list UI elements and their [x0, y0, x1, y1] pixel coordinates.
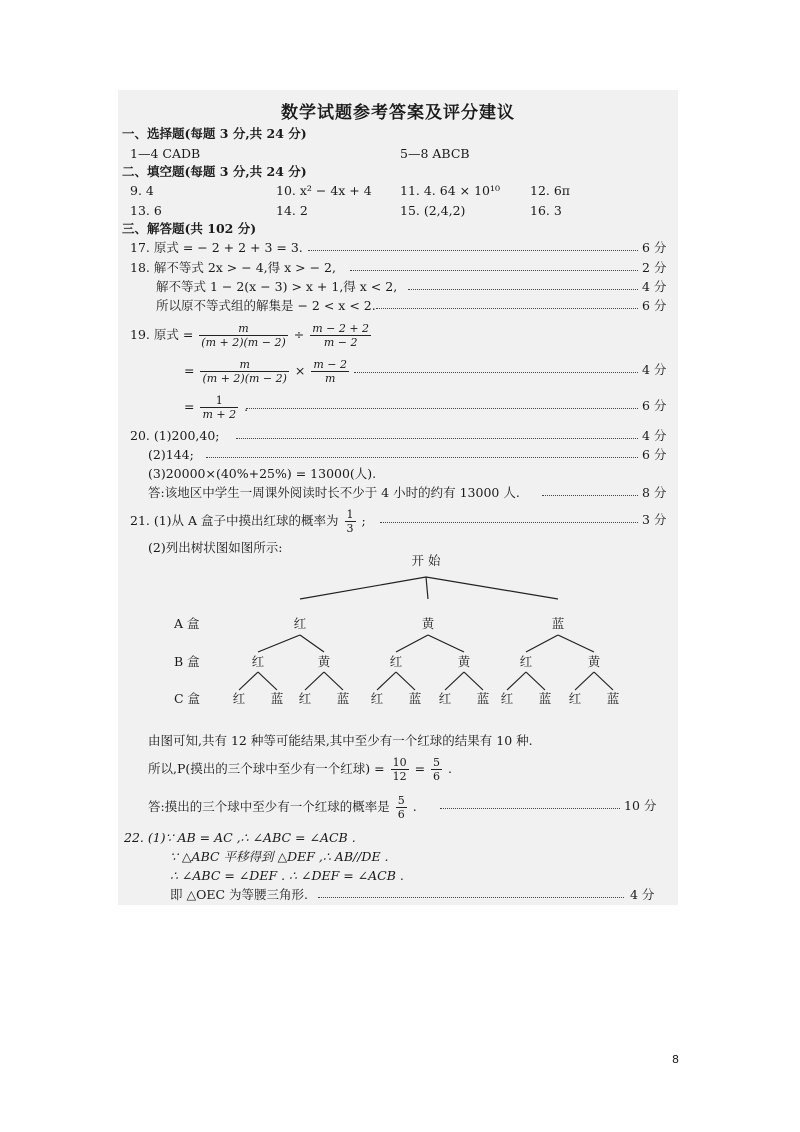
denominator: m	[324, 372, 336, 385]
dot-leader	[408, 289, 638, 290]
q21-answer-text: 答:摸出的三个球中至少有一个红球的概率是	[148, 799, 390, 814]
tree-branch	[300, 577, 426, 599]
tree-branch	[258, 635, 300, 652]
fraction	[310, 322, 371, 349]
numerator: 10	[392, 756, 407, 769]
q18-score-3: 6 分	[642, 298, 667, 313]
numerator: 1	[200, 394, 238, 408]
q21-line-3: 由图可知,共有 12 种等可能结果,其中至少有一个红球的结果有 10 种.	[148, 733, 533, 748]
divide-sign: ÷	[293, 327, 305, 342]
q20-line-2: (2)144;	[148, 447, 194, 462]
fraction	[391, 756, 409, 783]
tree-branch	[239, 672, 258, 690]
fraction	[199, 322, 287, 349]
tree-node-c-box: 红	[438, 691, 452, 706]
q19-score-1: 4 分	[642, 362, 667, 377]
denominator: m + 2	[202, 408, 237, 421]
q21-line-1	[130, 504, 366, 538]
equals-sign: =	[414, 761, 426, 776]
dot-leader	[542, 495, 638, 496]
numerator: m	[199, 322, 287, 336]
numerator: 5	[433, 756, 441, 769]
q21-line-2: (2)列出树状图如图所示:	[148, 540, 283, 555]
numerator: m − 2	[313, 358, 348, 371]
q17-score: 6 分	[642, 240, 667, 255]
answers-5-8: 5—8 ABCB	[400, 146, 470, 161]
tree-node-c-box: 蓝	[606, 691, 620, 706]
tree-node-c-box: 蓝	[270, 691, 284, 706]
fraction	[396, 794, 407, 821]
q17-solution: 17. 原式 = − 2 + 2 + 3 = 3.	[130, 240, 303, 255]
denominator: (m + 2)(m − 2)	[201, 336, 286, 349]
q20-score-2: 6 分	[642, 447, 667, 462]
numerator: m	[200, 358, 288, 372]
tree-branch	[594, 672, 613, 690]
q22-score-4: 4 分	[630, 887, 655, 902]
tree-node-c-box: 蓝	[538, 691, 552, 706]
q19-line-3	[184, 390, 248, 424]
answer-15: 15. (2,4,2)	[400, 203, 466, 218]
row-label-b-box: B 盒	[174, 654, 200, 669]
tree-node-a-box: 黄	[421, 616, 435, 631]
q21-part-1-text: 21. (1)从 A 盒子中摸出红球的概率为	[130, 513, 339, 528]
tree-node-a-box: 红	[293, 616, 307, 631]
row-label-a-box: A 盒	[174, 616, 200, 631]
period: .	[244, 399, 249, 414]
page-title: 数学试题参考答案及评分建议	[281, 103, 515, 123]
fraction	[345, 508, 356, 535]
denominator: 12	[392, 770, 407, 783]
answer-sheet-scan	[118, 90, 678, 905]
q21-probability-text: 所以,P(摸出的三个球中至少有一个红球) =	[148, 761, 385, 776]
denominator: m − 2	[323, 336, 358, 349]
dot-leader	[318, 897, 624, 898]
q19-score-2: 6 分	[642, 398, 667, 413]
tree-branch	[558, 635, 594, 652]
tree-node-c-box: 蓝	[408, 691, 422, 706]
tree-branch	[426, 577, 428, 599]
dot-leader	[440, 808, 620, 809]
times-sign: ×	[294, 363, 306, 378]
tree-node-c-box: 红	[370, 691, 384, 706]
answer-14: 14. 2	[276, 203, 308, 218]
tree-branch	[526, 635, 558, 652]
denominator: 3	[346, 522, 354, 535]
q18-score-2: 4 分	[642, 279, 667, 294]
q21-score-1: 3 分	[642, 512, 667, 527]
q19-line-1	[130, 318, 373, 352]
tree-branch	[396, 635, 428, 652]
q20-line-3: (3)20000×(40%+25%) = 13000(人).	[148, 466, 377, 481]
probability-tree-diagram	[118, 545, 678, 715]
fraction	[311, 358, 349, 385]
dot-leader	[354, 372, 638, 373]
numerator: 1	[346, 508, 354, 521]
denominator: 6	[433, 770, 441, 783]
q18-line-3: 所以原不等式组的解集是 − 2 < x < 2.	[156, 298, 376, 313]
tree-branch	[426, 577, 558, 599]
tree-nodes	[233, 616, 620, 706]
q21-line-5	[148, 790, 417, 824]
tree-branch	[300, 635, 324, 652]
row-label-c-box: C 盒	[174, 691, 201, 706]
q22-line-2: ∵ △ABC 平移得到 △DEF ,∴ AB//DE .	[170, 849, 389, 864]
denominator: (m + 2)(m − 2)	[202, 372, 287, 385]
tree-branch	[575, 672, 594, 690]
tree-node-b-box: 黄	[587, 654, 601, 669]
tree-branch	[507, 672, 526, 690]
answer-10: 10. x² − 4x + 4	[276, 183, 372, 198]
tree-branch	[305, 672, 324, 690]
q21-line-4	[148, 752, 452, 786]
semicolon: ;	[361, 513, 366, 528]
tree-branch	[377, 672, 396, 690]
dot-leader	[206, 457, 638, 458]
q22-line-3: ∴ ∠ABC = ∠DEF . ∴ ∠DEF = ∠ACB .	[170, 868, 404, 883]
q18-score-1: 2 分	[642, 260, 667, 275]
equals-sign: =	[184, 399, 195, 414]
tree-branch	[526, 672, 545, 690]
dot-leader	[308, 250, 638, 251]
tree-branch	[396, 672, 415, 690]
tree-branch	[324, 672, 343, 690]
section-heading-fill: 二、填空题(每题 3 分,共 24 分)	[122, 164, 307, 179]
answer-11: 11. 4. 64 × 10¹⁰	[400, 183, 501, 198]
answer-9: 9. 4	[130, 183, 154, 198]
tree-node-a-box: 蓝	[551, 616, 565, 631]
q18-line-1: 18. 解不等式 2x > − 4,得 x > − 2,	[130, 260, 336, 275]
answer-13: 13. 6	[130, 203, 162, 218]
period: .	[448, 761, 452, 776]
tree-node-b-box: 红	[389, 654, 403, 669]
tree-node-b-box: 红	[519, 654, 533, 669]
tree-root-label: 开 始	[411, 553, 441, 568]
q18-line-2: 解不等式 1 − 2(x − 3) > x + 1,得 x < 2,	[156, 279, 398, 294]
q20-line-1: 20. (1)200,40;	[130, 428, 220, 443]
q20-line-4: 答:该地区中学生一周课外阅读时长不少于 4 小时的约有 13000 人.	[148, 485, 520, 500]
dot-leader	[376, 308, 638, 309]
tree-node-c-box: 红	[298, 691, 312, 706]
answer-12: 12. 6π	[530, 183, 571, 198]
equals-sign: =	[184, 363, 195, 378]
q22-line-4: 即 △OEC 为等腰三角形.	[170, 887, 308, 902]
denominator: 6	[397, 808, 405, 821]
q22-line-1: 22. (1)∵ AB = AC ,∴ ∠ABC = ∠ACB .	[124, 830, 356, 845]
fraction	[200, 358, 288, 385]
q20-score-4: 8 分	[642, 485, 667, 500]
period: .	[412, 799, 417, 814]
tree-branch	[428, 635, 464, 652]
tree-node-c-box: 红	[232, 691, 246, 706]
tree-branch	[464, 672, 483, 690]
tree-node-c-box: 红	[568, 691, 582, 706]
tree-edges	[239, 577, 613, 690]
numerator: 5	[397, 794, 405, 807]
answers-1-4: 1—4 CADB	[130, 146, 201, 161]
q19-label: 19. 原式 =	[130, 327, 194, 342]
tree-node-c-box: 蓝	[336, 691, 350, 706]
fraction	[431, 756, 442, 783]
tree-node-c-box: 蓝	[476, 691, 490, 706]
tree-node-b-box: 黄	[317, 654, 331, 669]
tree-node-b-box: 黄	[457, 654, 471, 669]
fraction	[200, 394, 238, 421]
dot-leader	[246, 408, 638, 409]
section-heading-choice: 一、选择题(每题 3 分,共 24 分)	[122, 126, 307, 141]
q19-line-2	[184, 354, 351, 388]
tree-node-c-box: 红	[500, 691, 514, 706]
page-number: 8	[672, 1053, 679, 1066]
dot-leader	[380, 522, 638, 523]
q21-score-5: 10 分	[624, 798, 657, 813]
dot-leader	[350, 270, 638, 271]
tree-node-b-box: 红	[251, 654, 265, 669]
q20-score-1: 4 分	[642, 428, 667, 443]
tree-branch	[258, 672, 277, 690]
answer-16: 16. 3	[530, 203, 562, 218]
dot-leader	[236, 438, 638, 439]
section-heading-solve: 三、解答题(共 102 分)	[122, 221, 257, 236]
tree-branch	[445, 672, 464, 690]
numerator: m − 2 + 2	[312, 322, 370, 335]
